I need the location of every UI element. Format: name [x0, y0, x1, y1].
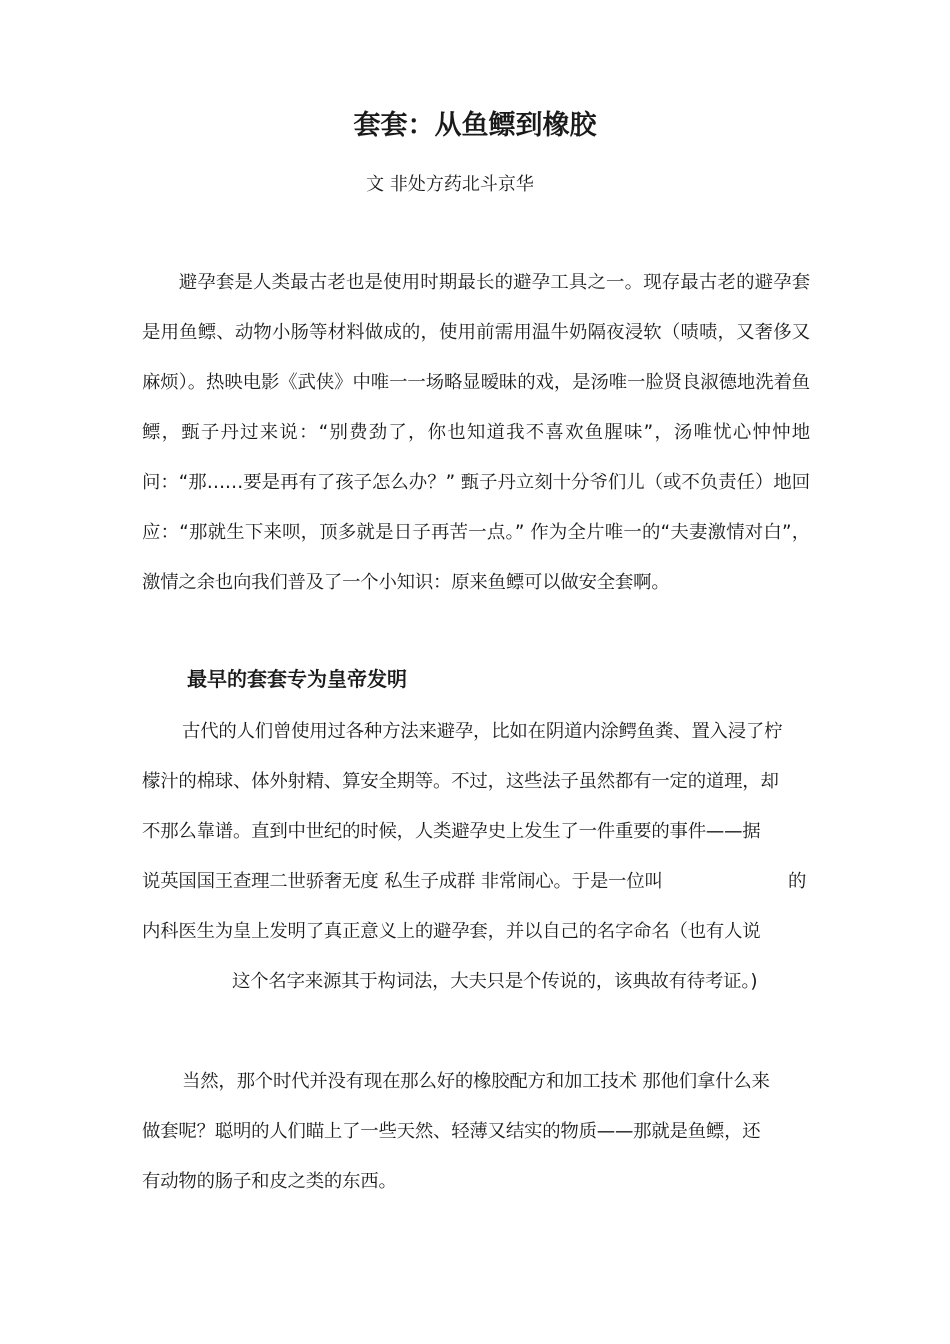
- section1-line-4-end: 的: [788, 871, 807, 892]
- section1-line-3: 不那么靠谱。直到中世纪的时候，人类避孕史上发生了一件重要的事件——据: [142, 821, 761, 842]
- section1-line-5: 内科医生为皇上发明了真正意义上的避孕套，并以自己的名字命名（也有人说: [142, 921, 761, 942]
- section2-line-2: 做套呢？聪明的人们瞄上了一些天然、轻薄又结实的物质——那就是鱼鳔，还: [142, 1121, 761, 1142]
- section1-line-6: 这个名字来源其于构词法，大夫只是个传说的，该典故有待考证。): [232, 971, 758, 992]
- section1-line-2: 檬汁的棉球、体外射精、算安全期等。不过，这些法子虽然都有一定的道理，却: [142, 771, 779, 792]
- section2-line-3: 有动物的肠子和皮之类的东西。: [142, 1171, 397, 1192]
- section2-line-1: 当然，那个时代并没有现在那么好的橡胶配方和加工技术 那他们拿什么来: [182, 1071, 770, 1092]
- intro-paragraph: 避孕套是人类最古老也是使用时期最长的避孕工具之一。现存最古老的避孕套是用鱼鳔、动物小肠等材料做成的，使用前需用温牛奶隔夜浸软（啧啧，又奢侈又麻烦）。热映电影《武侠》中唯一一场略显暧昧的戏，是汤唯一脸贤良淑德地洗着鱼鳔，甄子丹过来说：“别费劲了，你也知道我不喜欢鱼腥味”，汤唯忧心忡忡地问：“那……要是再有了孩子怎么办？” 甄子丹立刻十分爷们儿（或不负责任）地回应：“那就生下来呗，顶多就是日子再苦一点。” 作为全片唯一的“夫妻激情对白”，激情之余也向我们普及了一个小知识：原来鱼鳔可以做安全套啊。: [142, 272, 810, 593]
- article-byline: 文 非处方药北斗京华: [366, 174, 534, 195]
- section-heading: 最早的套套专为皇帝发明: [187, 667, 407, 691]
- section1-line-4: 说英国国王查理二世骄奢无度 私生子成群 非常闹心。于是一位叫: [142, 871, 663, 892]
- article-title: 套套：从鱼鳔到橡胶: [353, 110, 597, 141]
- section1-line-1: 古代的人们曾使用过各种方法来避孕，比如在阴道内涂鳄鱼粪、置入浸了柠: [182, 721, 783, 742]
